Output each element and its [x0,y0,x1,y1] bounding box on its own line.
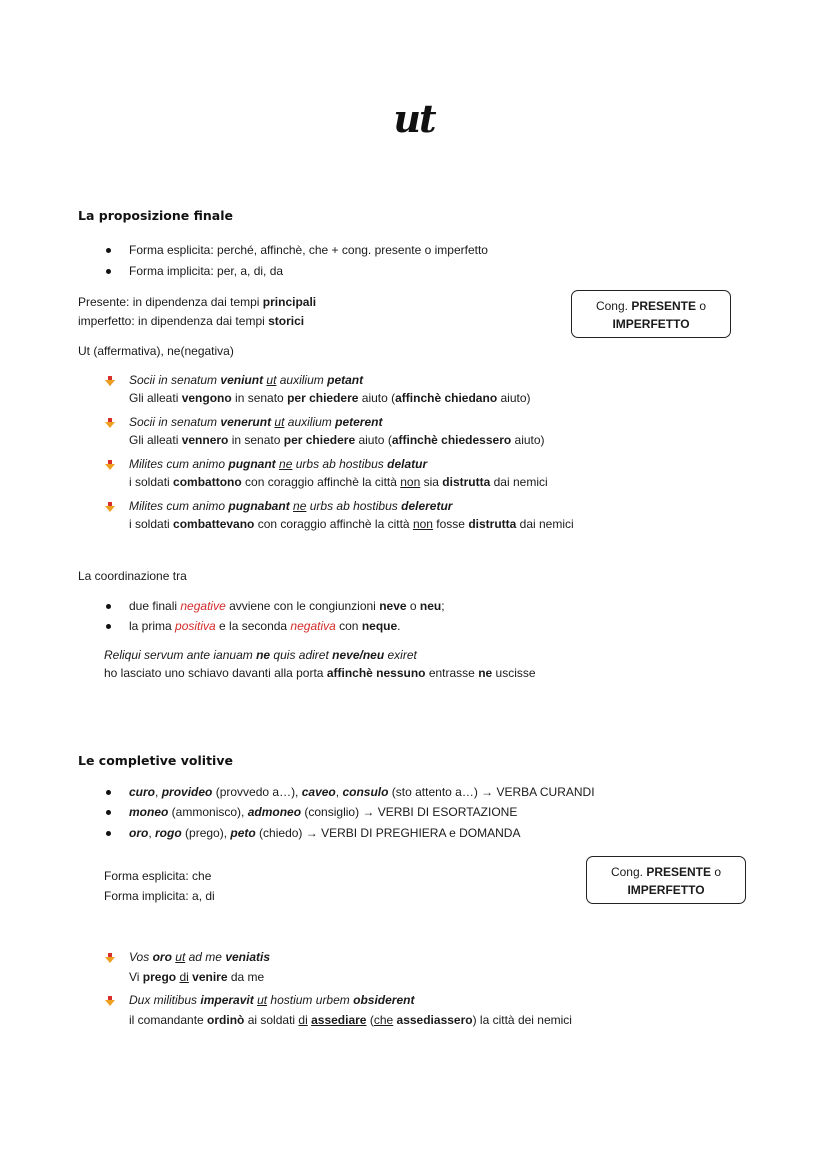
bullet-dot [106,269,111,274]
ut-ne-line: Ut (affermativa), ne(negativa) [78,344,234,358]
arrow-right-icon: → [305,826,318,840]
bullet-dot [106,624,111,629]
forma-implicita: Forma implicita: a, di [104,889,215,903]
italian-translation: i soldati combattono con coraggio affinchè la città non sia distrutta dai nemici [129,475,548,489]
bullet-dot [106,810,111,815]
arrow-icon [104,995,116,1007]
latin-example: Dux militibus imperavit ut hostium urbem obsiderent [129,993,415,1007]
tempi-line: Presente: in dipendenza dai tempi principali [78,295,317,309]
latin-example: Socii in senatum veniunt ut auxilium petant [129,373,364,387]
tempi-line: imperfetto: in dipendenza dai tempi storici [78,314,305,328]
italian-translation: Vi prego di venire da me [129,970,265,984]
latin-example: Reliqui servum ante ianuam ne quis adiret neve/neu exiret [104,648,417,662]
bullet-dot [106,248,111,253]
section-heading-completive: Le completive volitive [78,753,233,768]
italian-translation: il comandante ordinò ai soldati di assediare (che assediassero) la città dei nemici [129,1013,572,1027]
bullet-text: oro, rogo (prego), peto (chiedo) → VERBI DI PREGHIERA e DOMANDA [129,826,521,840]
latin-example: Socii in senatum venerunt ut auxilium peterent [129,415,383,429]
latin-example: Milites cum animo pugnant ne urbs ab hostibus delatur [129,457,428,471]
arrow-icon [104,459,116,471]
cong-box: Cong. PRESENTE o IMPERFETTO [571,290,731,338]
bullet-dot [106,790,111,795]
coord-intro: La coordinazione tra [78,569,187,583]
latin-example: Vos oro ut ad me veniatis [129,950,271,964]
latin-example: Milites cum animo pugnabant ne urbs ab hostibus deleretur [129,499,453,513]
bullet-dot [106,831,111,836]
arrow-icon [104,417,116,429]
bullet-text: due finali negative avviene con le congiunzioni neve o neu; [129,599,445,613]
section-heading-finale: La proposizione finale [78,208,233,223]
italian-translation: Gli alleati vennero in senato per chiedere aiuto (affinchè chiedessero aiuto) [129,433,545,447]
arrow-icon [104,375,116,387]
bullet-text: moneo (ammonisco), admoneo (consiglio) → VERBI DI ESORTAZIONE [129,805,518,819]
cong-box: Cong. PRESENTE o IMPERFETTO [586,856,746,904]
bullet-text: Forma esplicita: perché, affinchè, che + cong. presente o imperfetto [129,243,488,257]
italian-translation: Gli alleati vengono in senato per chiedere aiuto (affinchè chiedano aiuto) [129,391,531,405]
forma-esplicita: Forma esplicita: che [104,869,212,883]
bullet-text: la prima positiva e la seconda negativa con neque. [129,619,401,633]
arrow-icon [104,501,116,513]
italian-translation: ho lasciato uno schiavo davanti alla porta affinchè nessuno entrasse ne uscisse [104,666,536,680]
bullet-text: Forma implicita: per, a, di, da [129,264,284,278]
bullet-dot [106,604,111,609]
bullet-text: curo, provideo (provvedo a…), caveo, consulo (sto attento a…) → VERBA CURANDI [129,785,595,799]
arrow-right-icon: → [481,785,494,799]
arrow-icon [104,952,116,964]
italian-translation: i soldati combattevano con coraggio affinchè la città non fosse distrutta dai nemici [129,517,574,531]
page-title: ut [393,96,435,141]
arrow-right-icon: → [362,805,375,819]
